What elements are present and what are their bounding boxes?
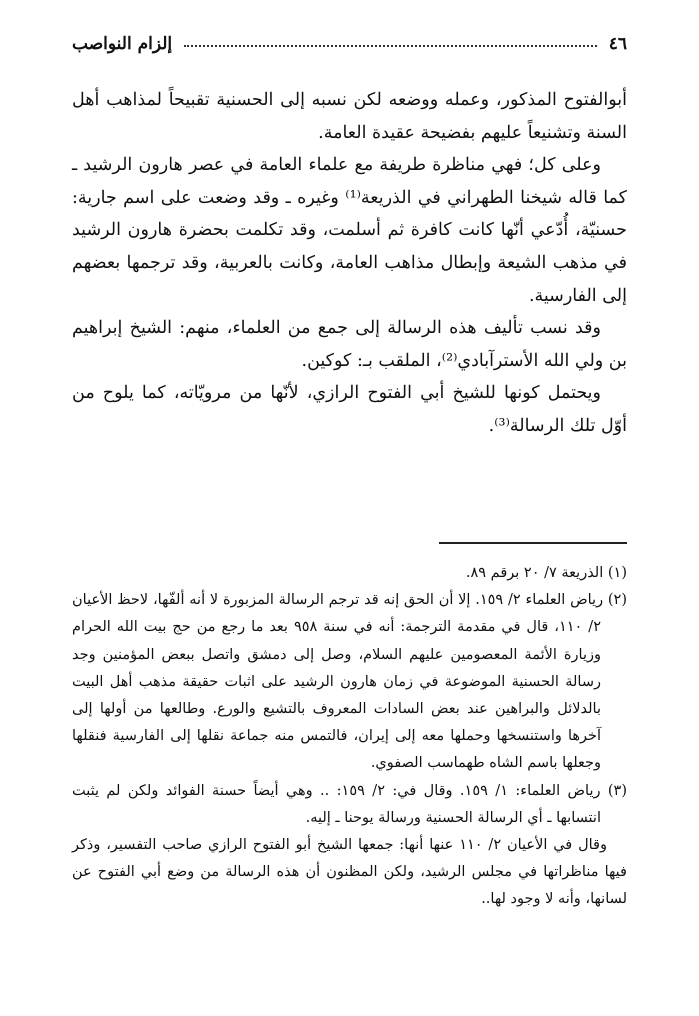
main-text (72, 84, 627, 443)
running-title: إلزام النواصب (72, 34, 173, 54)
footnote: (٣) رياض العلماء: ١/ ١٥٩. وقال في: ٢/ ١٥٩: .. وهي أيضاً حسنة الفوائد ولكن لم يثبت انتسابها ـ أي الرسالة الحسنية ورسالة يوحنا ـ إليه. (72, 782, 628, 826)
page-header (72, 30, 627, 58)
footnotes (72, 560, 627, 914)
footnote: (١) الذريعة ٧/ ٢٠ برقم ٨٩. (465, 565, 627, 581)
footnote-separator (439, 542, 627, 544)
paragraph: وقد نسب تأليف هذه الرسالة إلى جمع من العلماء، منهم: الشيخ إبراهيم بن ولي الله الأسترآبادي⁽²⁾، الملقب بـ: كوكين. (72, 318, 627, 371)
paragraph: ويحتمل كونها للشيخ أبي الفتوح الرازي، لأنّها من مرويّاته، كما يلوح من أوّل تلك الرسالة⁽³⁾. (72, 383, 627, 436)
paragraph: وعلى كل؛ فهي مناظرة طريفة مع علماء العامة في عصر هارون الرشيد ـ كما قاله شيخنا الطهراني في الذريعة⁽¹⁾ وغيره ـ وقد وضعت على اسم جارية: حسنيّة، أُدّعي أنّها كانت كافرة ثم أسلمت، وقد تكلمت بحضرة هارون الرشيد في مذهب الشيعة وإبطال مذاهب العامة، وكانت بالعربية، وقد ترجمها بعضهم إلى الفارسية. (72, 155, 627, 306)
footnote: (٢) رياض العلماء ٢/ ١٥٩. إلا أن الحق إنه قد ترجم الرسالة المزبورة لا أنه ألفّها، لاحظ الأعيان ٢/ ١١٠، قال في مقدمة الترجمة: أنه في سنة ٩٥٨ بعد ما رجع من حج بيت الله الحرام وزيارة الأئمة المعصومين عليهم السلام، وصل إلى دمشق واتصل ببعض المؤمنين وجد رسالة الحسنية الموضوعة في زمان هارون الرشيد على اثبات حقيقة مذهب أهل البيت بالدلائل والبراهين عند بعض السادات المعروف بالتشيع والورع. وطالعها من أولها إلى آخرها واستنسخها وحملها معه إلى إيران، فالتمس منه جماعة نقلها إلى الفارسية فنقلها وجعلها باسم الشاه طهماسب الصفوي. (72, 592, 627, 772)
footnote-continuation: وقال في الأعيان ٢/ ١١٠ عنها أنها: جمعها الشيخ أبو الفتوح الرازي صاحب التفسير، وذكر فيها مناظراتها في مجلس الرشيد، ولكن المظنون أن هذه الرسالة من وضع أبي الفتوح عن لسانها، وأنه لا وجود لها.. (72, 837, 627, 908)
header-dotted-leader (184, 45, 597, 47)
paragraph: أبوالفتوح المذكور، وعمله ووضعه لكن نسبه إلى الحسنية تقبيحاً لمذاهب أهل السنة وتشنيعاً عليهم بفضيحة عقيدة العامة. (72, 90, 627, 143)
page-number: ٤٦ (608, 34, 627, 54)
